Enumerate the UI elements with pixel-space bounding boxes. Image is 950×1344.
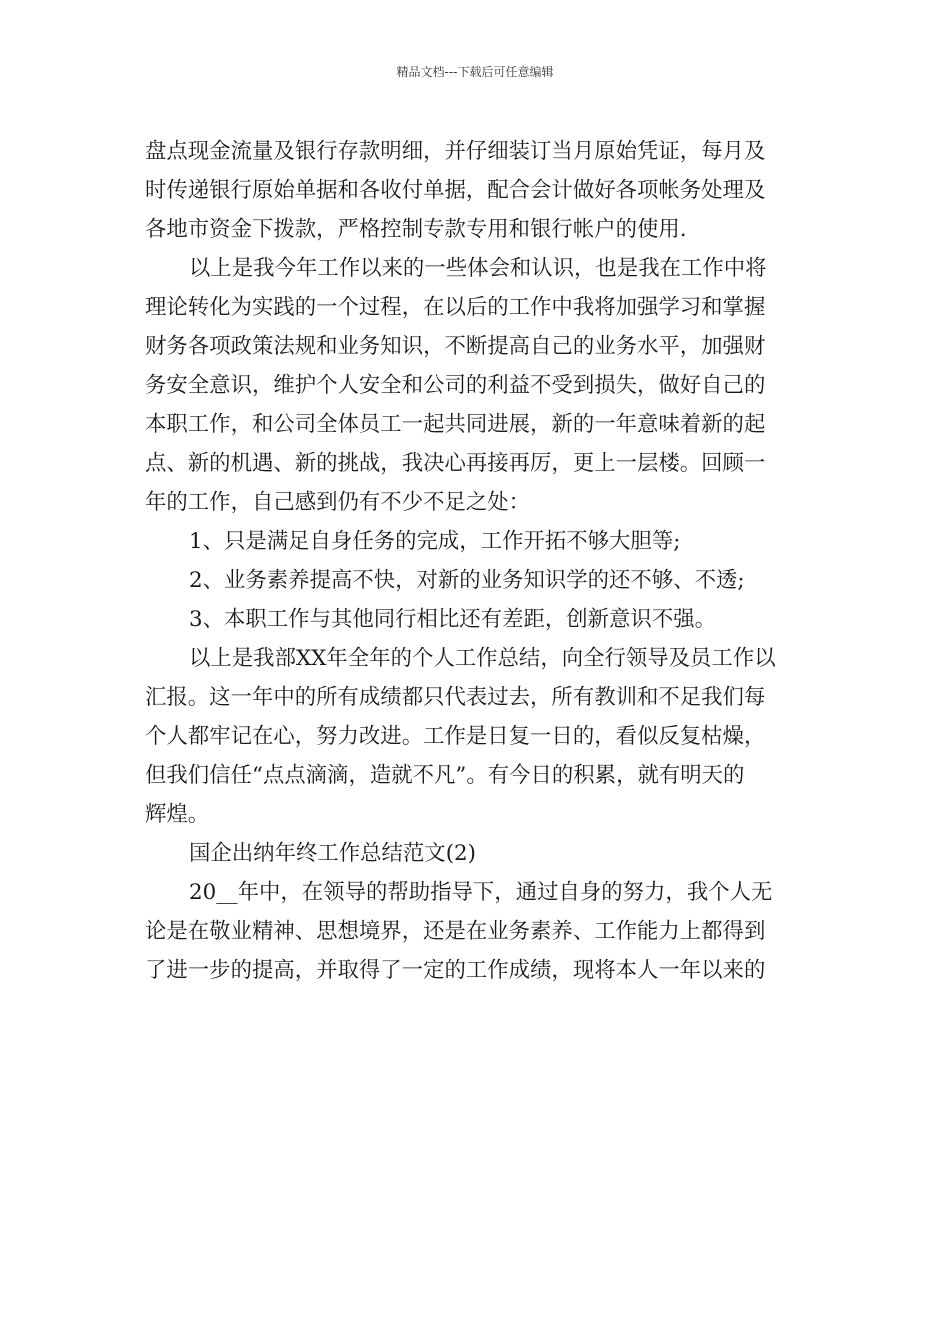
text-line: 辉煌。	[145, 802, 210, 827]
text-line: 以上是我部XX年全年的个人工作总结，向全行领导及员工作以	[189, 646, 776, 671]
text-line: 以上是我今年工作以来的一些体会和认识，也是我在工作中将	[189, 256, 767, 281]
page-header: 精品文档---下载后可任意编辑	[396, 65, 554, 79]
text-line: 点、新的机遇、新的挑战，我决心再接再厉，更上一层楼。回顾一	[145, 451, 766, 476]
text-line: 个人都牢记在心，努力改进。工作是日复一日的，看似反复枯燥，	[145, 724, 766, 749]
text-line: 了进一步的提高，并取得了一定的工作成绩，现将本人一年以来的	[145, 958, 766, 983]
text-line: 财务各项政策法规和业务知识，不断提高自己的业务水平，加强财	[145, 334, 766, 359]
text-line: 时传递银行原始单据和各收付单据，配合会计做好各项帐务处理及	[145, 178, 766, 203]
document-body	[145, 132, 813, 990]
text-line: 3、本职工作与其他同行相比还有差距，创新意识不强。	[189, 607, 716, 632]
text-line: 2、业务素养提高不快，对新的业务知识学的还不够、不透;	[189, 568, 745, 593]
text-line: 1、只是满足自身任务的完成，工作开拓不够大胆等;	[189, 529, 681, 554]
section-heading: 国企出纳年终工作总结范文(2)	[189, 841, 476, 866]
text-line: 务安全意识，维护个人安全和公司的利益不受到损失，做好自己的	[145, 373, 766, 398]
text-line: 汇报。这一年中的所有成绩都只代表过去，所有教训和不足我们每	[145, 685, 766, 710]
text-line: 理论转化为实践的一个过程，在以后的工作中我将加强学习和掌握	[145, 295, 766, 320]
text-line: 本职工作，和公司全体员工一起共同进展，新的一年意味着新的起	[145, 412, 766, 437]
text-line: 盘点现金流量及银行存款明细，并仔细装订当月原始凭证，每月及	[145, 139, 766, 164]
text-line: 年的工作，自己感到仍有不少不足之处：	[145, 490, 531, 515]
text-line: 但我们信任“点点滴滴，造就不凡”。有今日的积累，就有明天的	[145, 763, 745, 788]
text-line: 20__年中，在领导的帮助指导下，通过自身的努力，我个人无	[189, 880, 773, 905]
text-line: 各地市资金下拨款，严格控制专款专用和银行帐户的使用.	[145, 217, 687, 242]
text-line: 论是在敬业精神、思想境界，还是在业务素养、工作能力上都得到	[145, 919, 766, 944]
